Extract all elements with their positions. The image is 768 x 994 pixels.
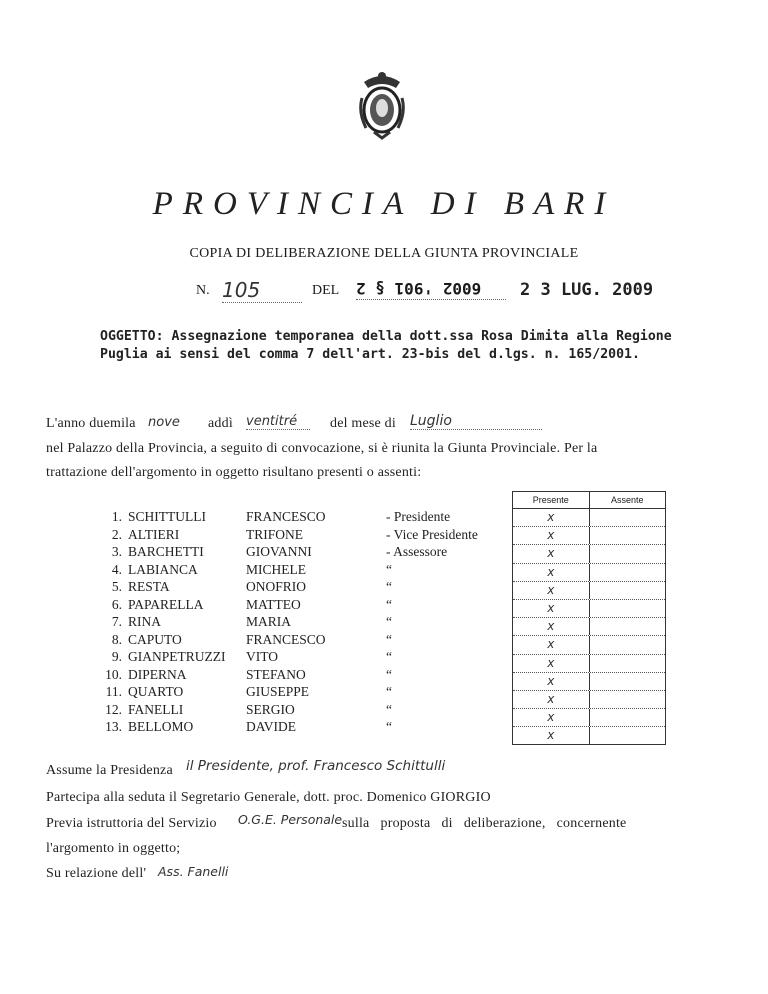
addi-label: addì bbox=[208, 416, 233, 431]
attendance-row bbox=[513, 673, 665, 691]
member-surname: LABIANCA bbox=[128, 561, 198, 577]
member-num: 7. bbox=[111, 614, 122, 629]
member-name: ONOFRIO bbox=[246, 579, 307, 594]
attendance-present-cell: x bbox=[513, 691, 590, 708]
attendance-absent-cell bbox=[590, 582, 666, 599]
attendance-absent-cell bbox=[590, 564, 666, 581]
n-label: N. bbox=[196, 283, 210, 298]
intro-line-3: trattazione dell'argomento in oggetto risultano presenti o assenti: bbox=[46, 465, 422, 480]
document-subtitle: COPIA DI DELIBERAZIONE DELLA GIUNTA PROVINCIALE bbox=[189, 246, 579, 261]
attendance-row bbox=[513, 527, 665, 545]
member-surname: CAPUTO bbox=[128, 631, 182, 647]
addi-hand: ventitré bbox=[246, 414, 310, 430]
attendance-absent-cell bbox=[590, 691, 666, 708]
member-role: “ bbox=[386, 614, 392, 629]
attendance-present-cell: x bbox=[513, 618, 590, 635]
member-surname: SCHITTULLI bbox=[128, 509, 206, 524]
header-absent: Assente bbox=[610, 495, 644, 505]
member-num: 11. bbox=[105, 684, 122, 699]
member-name: VITO bbox=[246, 649, 278, 664]
header-present: Presente bbox=[513, 492, 590, 508]
presidenza-hand: il Presidente, prof. Francesco Schittulli bbox=[186, 758, 446, 774]
page-title: PROVINCIA DI BARI bbox=[152, 186, 616, 222]
previa-hand: O.G.E. Personale bbox=[238, 812, 343, 827]
previa-label: Previa istruttoria del Servizio bbox=[46, 816, 217, 831]
attendance-present-cell: x bbox=[513, 655, 590, 672]
member-num: 9. bbox=[111, 649, 122, 664]
member-role: “ bbox=[386, 631, 392, 647]
attendance-row bbox=[513, 564, 665, 582]
attendance-absent-cell bbox=[590, 527, 666, 544]
member-role: “ bbox=[386, 561, 392, 577]
date-mirrored: 6002 '901 § 2 bbox=[356, 279, 506, 300]
member-surname: RINA bbox=[128, 614, 161, 629]
attendance-absent-cell bbox=[590, 655, 666, 672]
attendance-absent-cell bbox=[590, 636, 666, 653]
member-role: “ bbox=[386, 596, 392, 612]
member-num: 1. bbox=[111, 509, 122, 524]
member-surname: BARCHETTI bbox=[128, 544, 204, 559]
member-role: “ bbox=[386, 666, 392, 682]
attendance-row bbox=[513, 509, 665, 527]
member-name: FRANCESCO bbox=[246, 509, 326, 524]
member-surname: DIPERNA bbox=[128, 666, 187, 682]
member-surname: BELLOMO bbox=[128, 719, 194, 734]
attendance-present-cell: x bbox=[513, 600, 590, 617]
relazione-label: Su relazione dell' bbox=[46, 866, 147, 881]
attendance-table-header bbox=[513, 492, 665, 509]
attendance-absent-cell bbox=[590, 618, 666, 635]
attendance-absent-cell bbox=[590, 509, 666, 526]
member-role: - Presidente bbox=[386, 509, 451, 524]
member-name: MATTEO bbox=[246, 596, 301, 612]
presidenza-label: Assume la Presidenza bbox=[46, 763, 173, 778]
partecipa-line: Partecipa alla seduta il Segretario Generale, dott. proc. Domenico GIORGIO bbox=[46, 790, 491, 805]
member-role: “ bbox=[386, 719, 392, 734]
oggetto-line-2: Puglia ai sensi del comma 7 dell'art. 23-bis del d.lgs. n. 165/2001. bbox=[100, 347, 640, 362]
attendance-row bbox=[513, 691, 665, 709]
member-surname: GIANPETRUZZI bbox=[128, 649, 226, 664]
member-surname: RESTA bbox=[128, 579, 170, 594]
member-num: 5. bbox=[111, 579, 122, 594]
member-num: 3. bbox=[111, 544, 122, 559]
member-num: 4. bbox=[111, 561, 122, 577]
attendance-present-cell: x bbox=[513, 527, 590, 544]
attendance-row bbox=[513, 600, 665, 618]
member-role: - Assessore bbox=[386, 544, 448, 559]
member-num: 10. bbox=[105, 666, 122, 682]
relazione-hand: Ass. Fanelli bbox=[158, 864, 229, 879]
attendance-absent-cell bbox=[590, 600, 666, 617]
attendance-present-cell: x bbox=[513, 636, 590, 653]
member-role: - Vice Presidente bbox=[386, 526, 478, 542]
member-name: GIOVANNI bbox=[246, 544, 312, 559]
member-surname: FANELLI bbox=[128, 701, 184, 717]
oggetto-line-1: OGGETTO: Assegnazione temporanea della dott.ssa Rosa Dimita alla Regione bbox=[100, 329, 672, 344]
member-name: TRIFONE bbox=[246, 526, 303, 542]
attendance-absent-cell bbox=[590, 727, 666, 744]
attendance-present-cell: x bbox=[513, 709, 590, 726]
del-label: DEL bbox=[312, 283, 340, 298]
member-role: “ bbox=[386, 649, 392, 664]
date-stamp: 2 3 LUG. 2009 bbox=[520, 280, 654, 300]
attendance-row bbox=[513, 636, 665, 654]
anno-label: L'anno duemila bbox=[46, 416, 136, 431]
attendance-row bbox=[513, 727, 665, 744]
attendance-table bbox=[512, 491, 666, 745]
member-name: MICHELE bbox=[246, 561, 306, 577]
argomento-line: l'argomento in oggetto; bbox=[46, 841, 181, 856]
member-surname: QUARTO bbox=[128, 684, 184, 699]
member-num: 13. bbox=[105, 719, 122, 734]
attendance-present-cell: x bbox=[513, 545, 590, 562]
member-name: GIUSEPPE bbox=[246, 684, 310, 699]
member-role: “ bbox=[386, 579, 392, 594]
member-name: MARIA bbox=[246, 614, 292, 629]
attendance-present-cell: x bbox=[513, 564, 590, 581]
member-role: “ bbox=[386, 701, 392, 717]
member-name: DAVIDE bbox=[246, 719, 296, 734]
member-name: STEFANO bbox=[246, 666, 306, 682]
attendance-row bbox=[513, 582, 665, 600]
attendance-present-cell: x bbox=[513, 509, 590, 526]
oggetto-block bbox=[100, 328, 690, 364]
member-name: FRANCESCO bbox=[246, 631, 326, 647]
provincia-crest-icon bbox=[356, 68, 408, 140]
member-num: 8. bbox=[111, 631, 122, 647]
previa-rest: sulla proposta di deliberazione, concernente bbox=[342, 816, 627, 831]
attendance-present-cell: x bbox=[513, 727, 590, 744]
attendance-row bbox=[513, 709, 665, 727]
attendance-absent-cell bbox=[590, 673, 666, 690]
member-num: 12. bbox=[105, 701, 122, 717]
attendance-absent-cell bbox=[590, 545, 666, 562]
member-num: 6. bbox=[111, 596, 122, 612]
anno-hand: nove bbox=[148, 415, 180, 430]
attendance-row bbox=[513, 618, 665, 636]
attendance-absent-cell bbox=[590, 709, 666, 726]
member-role: “ bbox=[386, 684, 392, 699]
n-value: 105 bbox=[222, 278, 302, 303]
attendance-row bbox=[513, 545, 665, 563]
mese-label: del mese di bbox=[330, 416, 396, 431]
member-num: 2. bbox=[111, 526, 122, 542]
member-surname: ALTIERI bbox=[128, 526, 180, 542]
member-name: SERGIO bbox=[246, 701, 295, 717]
attendance-row bbox=[513, 655, 665, 673]
attendance-present-cell: x bbox=[513, 582, 590, 599]
member-surname: PAPARELLA bbox=[128, 596, 204, 612]
mese-hand: Luglio bbox=[410, 413, 542, 430]
intro-line-2: nel Palazzo della Provincia, a seguito di convocazione, si è riunita la Giunta Provinciale. Per la bbox=[46, 441, 598, 456]
attendance-present-cell: x bbox=[513, 673, 590, 690]
